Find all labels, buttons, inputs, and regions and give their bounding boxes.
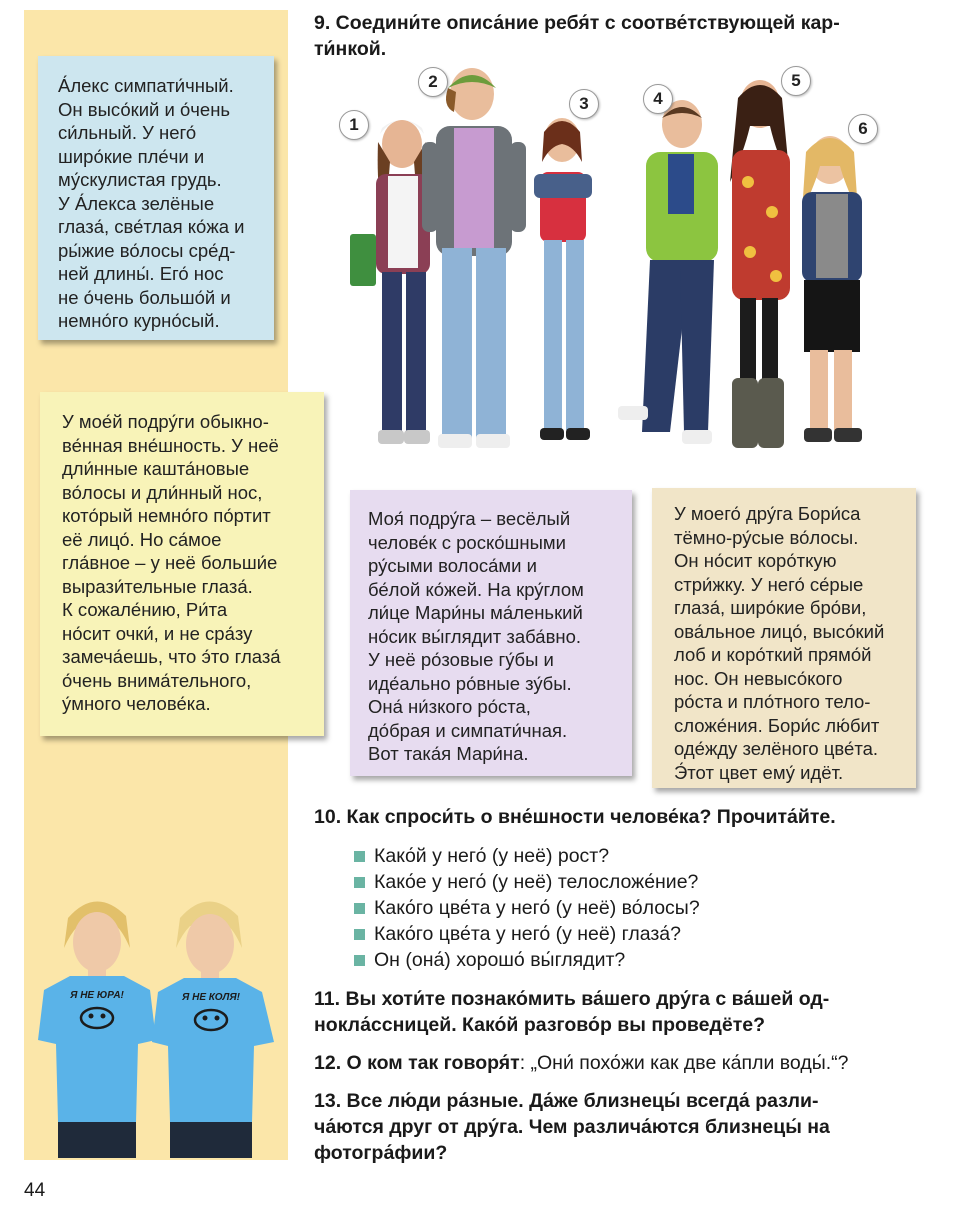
card-line: Э́тот цвет ему́ идёт.: [674, 761, 844, 783]
card-line: гла́вное – у неё больши́е: [62, 552, 278, 573]
card-line: иде́ально ро́вные зу́бы.: [368, 672, 572, 694]
person-marker-4: 4: [643, 84, 673, 114]
card-line: му́скулистая грудь.: [58, 169, 222, 190]
card-line: Моя́ подру́га – весёлый: [368, 508, 571, 529]
person-2-figure: [422, 68, 526, 448]
card-line: во́лосы и дли́нный нос,: [62, 481, 263, 503]
card-line: Она́ ни́зкого ро́ста,: [368, 696, 531, 717]
card-line: лоб и коро́ткий прямо́й: [674, 644, 872, 665]
card-line: К сожале́нию, Ри́та: [62, 599, 228, 620]
bullet-square-icon: [354, 903, 365, 914]
card-line: оде́жду зелёного цве́та.: [674, 738, 879, 759]
person-marker-5: 5: [781, 66, 811, 96]
bullet-square-icon: [354, 851, 365, 862]
card-line: Вот така́я Мари́на.: [368, 743, 529, 764]
person-4-figure: [618, 100, 718, 444]
exercise-11-text: [314, 986, 829, 1038]
card-line: но́сит очки́, и не сра́зу: [62, 622, 253, 644]
card-line: о́чень внима́тельного,: [62, 669, 252, 691]
card-line: глаза́, све́тлая ко́жа и: [58, 216, 245, 237]
card-line: тёмно-ру́сые во́лосы.: [674, 526, 859, 548]
person-marker-2: 2: [418, 67, 448, 97]
person-marker-1: 1: [339, 110, 369, 140]
card-line: глаза́, широ́кие бро́ви,: [674, 597, 867, 618]
card-line: замеча́ешь, что э́то глаза́: [62, 646, 281, 667]
person-6-figure: [802, 136, 862, 442]
group-photo: [330, 62, 920, 472]
twin-right-shirt-text: Я НЕ КОЛЯ!: [182, 992, 240, 1003]
bullet-square-icon: [354, 955, 365, 966]
card-line: вырази́тельные глаза́.: [62, 575, 253, 597]
card-line: У моего́ дру́га Бори́са: [674, 503, 861, 524]
card-line: челове́к с роско́шными: [368, 531, 566, 553]
question-list: [354, 843, 700, 973]
card-line: у́много челове́ка.: [62, 693, 211, 714]
card-line: кото́рый немно́го по́ртит: [62, 505, 271, 526]
list-item: [354, 869, 700, 895]
description-card-marina: [350, 490, 632, 776]
card-line: У мое́й подру́ги обыкно-: [62, 411, 269, 432]
exercise-13-line: ча́ются друг от дру́га. Чем различа́ются близнецы́ на: [314, 1116, 830, 1138]
exercise-11-line: нокла́ссницей. Како́й разгово́р вы проведёте?: [314, 1014, 766, 1036]
card-line: немно́го курно́сый.: [58, 310, 220, 331]
card-line: бе́лой ко́жей. На кру́глом: [368, 578, 584, 600]
card-line: ней длины́. Его́ нос: [58, 263, 224, 284]
exercise-13-text: [314, 1088, 830, 1166]
exercise-12-quote: : „Они́ похо́жи как две ка́пли воды́.“?: [519, 1052, 849, 1074]
card-line: Он высо́кий и о́чень: [58, 98, 231, 120]
exercise-12-label: 12. О ком так говоря́т: [314, 1052, 520, 1074]
card-line: её лицо́. Но са́мое: [62, 528, 222, 550]
description-card-boris: [652, 488, 916, 788]
card-line: до́брая и симпати́чная.: [368, 719, 568, 741]
card-line: си́льный. У него́: [58, 122, 197, 143]
card-line: А́лекс симпати́чный.: [58, 75, 234, 96]
person-marker-6: 6: [848, 114, 878, 144]
exercise-9-title-line: 9. Соедини́те описа́ние ребя́т с соотве́тствующей кар-: [314, 12, 840, 34]
exercise-13-line: 13. Все лю́ди ра́зные. Да́же близнецы́ всегда́ разли-: [314, 1090, 819, 1112]
twin-left-shirt-text: Я НЕ ЮРА!: [70, 990, 124, 1001]
card-line: ова́льное лицо́, высо́кий: [674, 620, 885, 642]
exercise-9-title: [314, 10, 840, 62]
exercise-11-line: 11. Вы хоти́те познако́мить ва́шего дру́га с ва́шей од-: [314, 988, 830, 1010]
card-line: нос. Он невысо́кого: [674, 667, 843, 689]
exercise-10-title: 10. Как спроси́ть о вне́шности челове́ка? Прочита́йте.: [314, 806, 836, 828]
person-1-figure: [350, 120, 430, 444]
card-line: ро́ста и пло́тного тело-: [674, 691, 871, 712]
card-line: широ́кие пле́чи и: [58, 145, 205, 167]
exercise-9-title-line: ти́нкой.: [314, 38, 387, 60]
person-5-figure: [730, 80, 790, 448]
question-text: Он (она́) хорошо́ вы́глядит?: [374, 949, 626, 971]
question-text: Како́е у него́ (у неё) телосложе́ние?: [374, 871, 699, 893]
list-item: [354, 921, 700, 947]
list-item: [354, 843, 700, 869]
card-line: Он но́сит коро́ткую: [674, 550, 837, 571]
twin-right-figure: [152, 901, 274, 1158]
exercise-13-line: фотогра́фии?: [314, 1142, 448, 1164]
card-line: У А́лекса зелёные: [58, 192, 215, 214]
card-line: ру́сыми волоса́ми и: [368, 555, 537, 576]
question-text: Како́й у него́ (у неё) рост?: [374, 845, 610, 867]
twins-photo: [30, 890, 286, 1160]
twin-left-figure: [38, 901, 156, 1158]
card-line: ли́це Мари́ны ма́ленький: [368, 602, 583, 623]
question-text: Како́го цве́та у него́ (у неё) во́лосы?: [374, 897, 700, 919]
list-item: [354, 947, 700, 973]
card-line: но́сик вы́глядит заба́вно.: [368, 625, 582, 647]
description-card-rita: [40, 392, 324, 736]
card-line: дли́нные кашта́новые: [62, 458, 250, 479]
bullet-square-icon: [354, 929, 365, 940]
person-3-figure: [534, 118, 592, 440]
card-line: сложе́ния. Бори́с лю́бит: [674, 714, 880, 736]
list-item: [354, 895, 700, 921]
person-marker-3: 3: [569, 89, 599, 119]
card-line: стри́жку. У него́ се́рые: [674, 573, 864, 595]
bullet-square-icon: [354, 877, 365, 888]
description-card-alex: [38, 56, 274, 340]
question-text: Како́го цве́та у него́ (у неё) глаза́?: [374, 923, 681, 945]
card-line: ры́жие во́лосы сре́д-: [58, 239, 236, 261]
page-number: 44: [24, 1180, 46, 1201]
exercise-12-text: [314, 1050, 848, 1076]
card-line: У неё ро́зовые гу́бы и: [368, 649, 554, 670]
card-line: не о́чень большо́й и: [58, 286, 231, 308]
card-line: ве́нная вне́шность. У неё: [62, 434, 279, 456]
